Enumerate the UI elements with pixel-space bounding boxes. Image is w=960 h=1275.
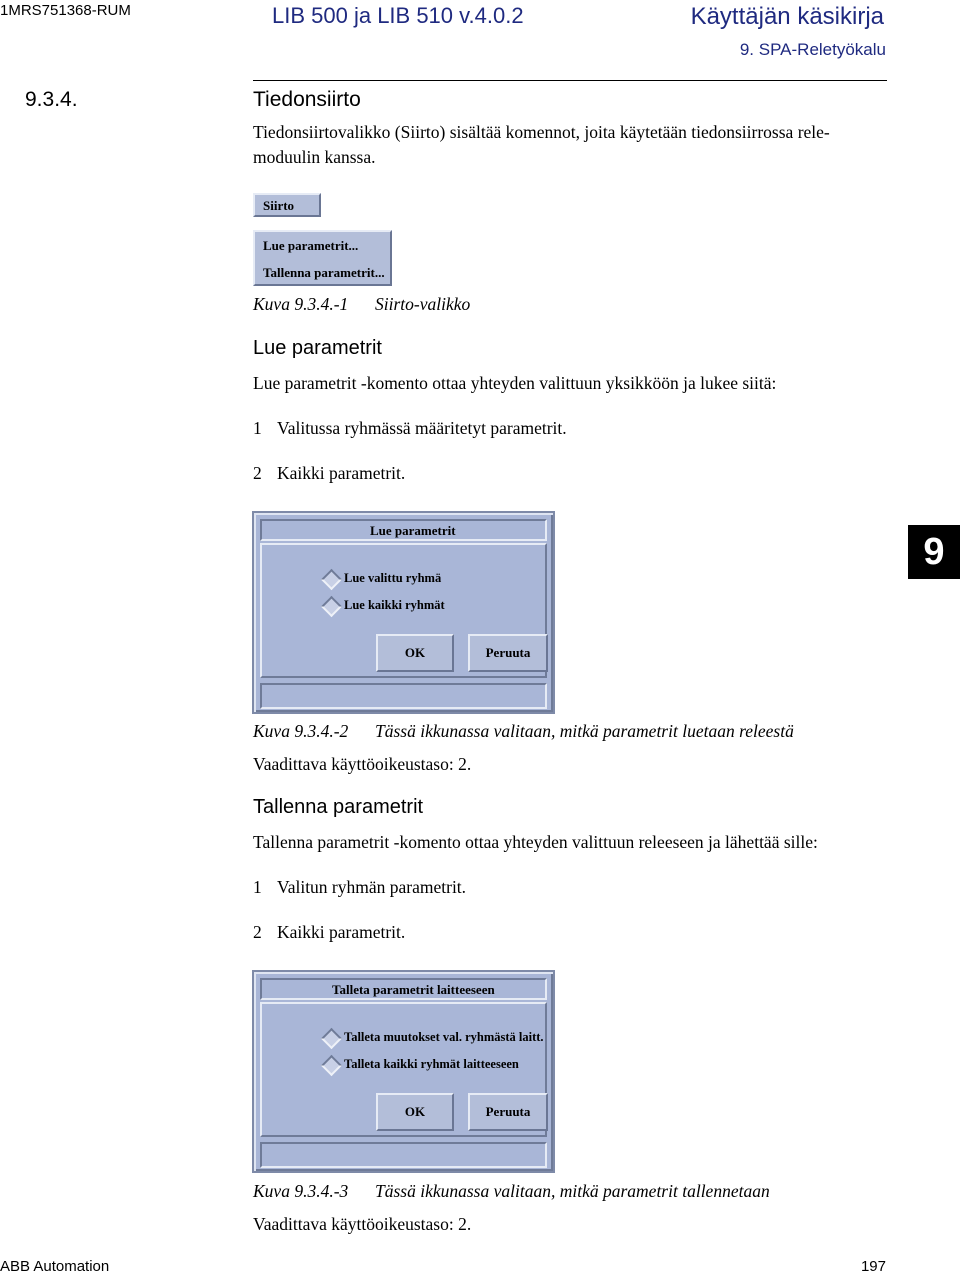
intro-line-2: moduulin kanssa. (253, 147, 376, 167)
chapter-title: 9. SPA-Reletyökalu (739, 40, 886, 59)
ok-button[interactable]: OK (376, 634, 454, 672)
dialog-body (260, 1002, 547, 1137)
chapter-tab-marker: 9 (908, 525, 960, 579)
dialog-title: Lue parametrit (370, 523, 456, 538)
intro-line-1: Tiedonsiirtovalikko (Siirto) sisältää komennot, joita käytetään tiedonsiirrossa rele- (253, 122, 830, 142)
save-list-num-2: 2 (253, 922, 262, 942)
save-list-item-1: Valitun ryhmän parametrit. (277, 877, 467, 897)
siirto-menu-label: Siirto (263, 198, 295, 213)
footer-company: ABB Automation (0, 1258, 110, 1275)
manual-title: Käyttäjän käsikirja (690, 3, 884, 30)
section-title: Tiedonsiirto (253, 88, 361, 111)
read-list-num-1: 1 (253, 418, 262, 438)
radio-label-read-selected: Lue valittu ryhmä (344, 571, 442, 585)
figure-2-caption: Tässä ikkunassa valitaan, mitkä parametrit luetaan releestä (375, 721, 794, 741)
radio-save-selected-group[interactable] (321, 1028, 342, 1049)
cancel-button[interactable]: Peruuta (468, 634, 548, 672)
read-list-item-2: Kaikki parametrit. (277, 463, 406, 483)
access-level-2: Vaadittava käyttöoikeustaso: 2. (253, 1214, 472, 1234)
save-heading: Tallenna parametrit (253, 796, 424, 818)
dialog-title-bar (260, 978, 547, 1000)
radio-label-read-all: Lue kaikki ryhmät (344, 598, 445, 612)
save-list-num-1: 1 (253, 877, 262, 897)
section-number: 9.3.4. (25, 88, 78, 111)
dialog-title: Talleta parametrit laitteeseen (332, 982, 495, 997)
radio-label-save-all: Talleta kaikki ryhmät laitteeseen (344, 1057, 519, 1071)
radio-read-selected-group[interactable] (321, 569, 342, 590)
radio-save-all-groups[interactable] (321, 1055, 342, 1076)
figure-2-number: Kuva 9.3.4.-2 (253, 721, 349, 741)
figure-3-caption: Tässä ikkunassa valitaan, mitkä parametrit tallennetaan (375, 1181, 770, 1201)
access-level-1: Vaadittava käyttöoikeustaso: 2. (253, 754, 472, 774)
siirto-dropdown (253, 230, 392, 286)
menu-item-read-parameters[interactable]: Lue parametrit... (263, 238, 359, 253)
cancel-button[interactable]: Peruuta (468, 1093, 548, 1131)
figure-3-number: Kuva 9.3.4.-3 (253, 1181, 349, 1201)
radio-label-save-selected: Talleta muutokset val. ryhmästä laitt. (344, 1030, 544, 1044)
dialog-status-bar (260, 683, 547, 709)
read-parameters-dialog (252, 511, 555, 714)
figure-1-caption: Siirto-valikko (375, 294, 471, 314)
menu-item-save-parameters[interactable]: Tallenna parametrit... (263, 265, 385, 280)
siirto-menu-button[interactable] (253, 193, 321, 217)
read-description: Lue parametrit -komento ottaa yhteyden valittuun yksikköön ja lukee siitä: (253, 373, 777, 393)
product-title: LIB 500 ja LIB 510 v.4.0.2 (272, 3, 524, 28)
save-parameters-dialog (252, 970, 555, 1173)
figure-1-number: Kuva 9.3.4.-1 (253, 294, 349, 314)
page-number: 197 (860, 1258, 886, 1275)
dialog-title-bar (260, 519, 547, 541)
ok-button[interactable]: OK (376, 1093, 454, 1131)
save-description: Tallenna parametrit -komento ottaa yhteyden valittuun releeseen ja lähettää sille: (253, 832, 818, 852)
read-list-num-2: 2 (253, 463, 262, 483)
document-code: 1MRS751368-RUM (0, 2, 131, 19)
radio-read-all-groups[interactable] (321, 596, 342, 617)
dialog-body (260, 543, 547, 678)
header-rule (253, 80, 887, 81)
dialog-status-bar (260, 1142, 547, 1168)
read-heading: Lue parametrit (253, 337, 382, 359)
save-list-item-2: Kaikki parametrit. (277, 922, 406, 942)
read-list-item-1: Valitussa ryhmässä määritetyt parametrit. (277, 418, 567, 438)
